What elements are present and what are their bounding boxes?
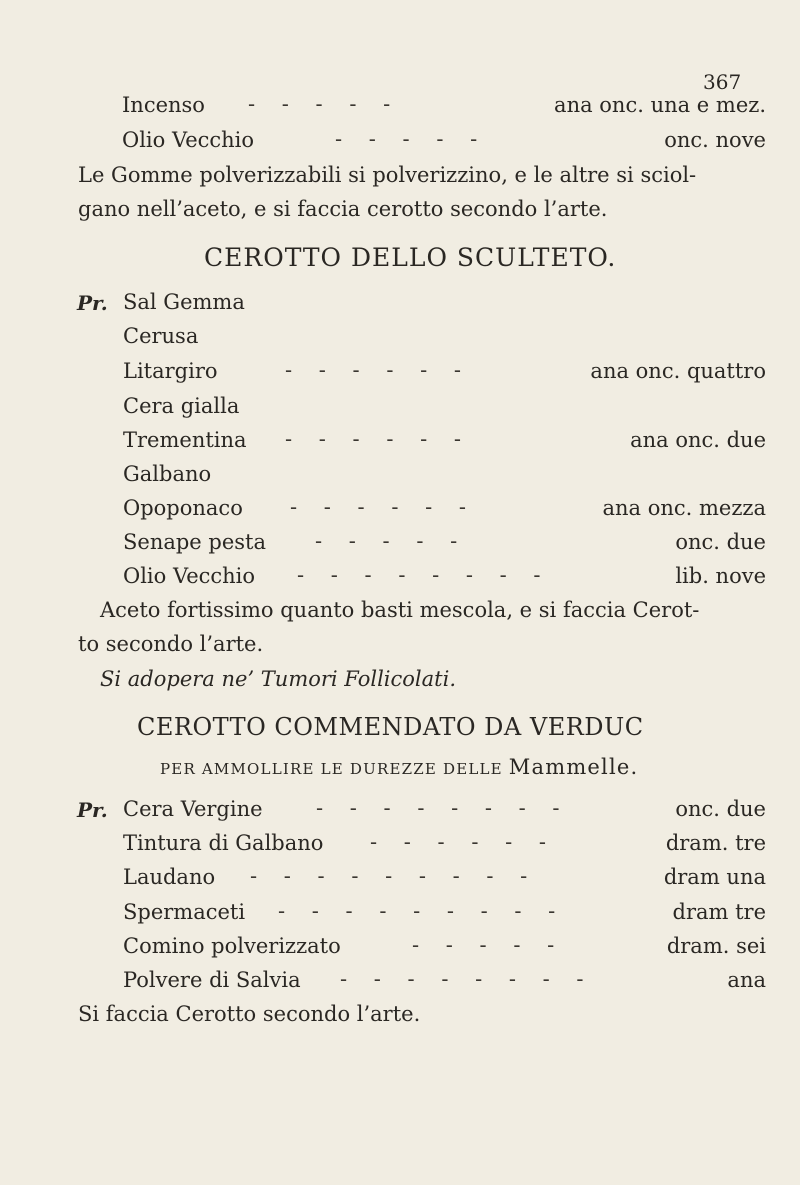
ingredient-name: Cera Vergine (123, 797, 263, 821)
subtitle-text: PER AMMOLLIRE LE DUREZZE DELLE (160, 760, 503, 778)
ingredient-name: Litargiro (123, 359, 218, 383)
leader-dashes: - - - - - - (285, 427, 471, 451)
ingredient-name: Polvere di Salvia (123, 968, 301, 992)
ingredient-name: Olio Vecchio (123, 564, 256, 588)
ingredient-amount: onc. nove (664, 128, 766, 152)
ingredient-name: Cera gialla (123, 394, 240, 418)
section-title: CEROTTO DELLO SCULTETO. (204, 243, 617, 272)
paragraph-line: Si faccia Cerotto secondo l’arte. (78, 1002, 421, 1026)
leader-dashes: - - - - - - (290, 495, 476, 519)
prescription-label: Pr. (77, 798, 108, 822)
leader-dashes: - - - - - - - - (297, 563, 551, 587)
ingredient-name: Comino polverizzato (123, 934, 341, 958)
section-subtitle (160, 755, 638, 779)
page-number: 367 (703, 70, 742, 94)
ingredient-name: Trementina (123, 428, 247, 452)
paragraph-line: Le Gomme polverizzabili si polverizzino, e le altre si sciol- (78, 163, 697, 187)
ingredient-name: Olio Vecchio (122, 128, 255, 152)
ingredient-name: Opoponaco (123, 496, 243, 520)
leader-dashes: - - - - - (315, 529, 468, 553)
leader-dashes: - - - - - - (370, 830, 556, 854)
paragraph-line: Aceto fortissimo quanto basti mescola, e si faccia Cerot- (100, 598, 700, 622)
ingredient-name: Incenso (122, 93, 205, 117)
ingredient-name: Galbano (123, 462, 212, 486)
section-title: CEROTTO COMMENDATO DA VERDUC (137, 713, 644, 741)
paragraph-line: gano nell’aceto, e si faccia cerotto secondo l’arte. (78, 197, 608, 221)
leader-dashes: - - - - - (248, 92, 401, 116)
ingredient-amount: ana onc. due (630, 428, 766, 452)
ingredient-amount: ana onc. quattro (590, 359, 766, 383)
leader-dashes: - - - - - (335, 127, 488, 151)
ingredient-name: Spermaceti (123, 900, 246, 924)
ingredient-amount: ana onc. una e mez. (554, 93, 766, 117)
ingredient-name: Cerusa (123, 324, 199, 348)
leader-dashes: - - - - - - - - - (250, 864, 538, 888)
paragraph-line: to secondo l’arte. (78, 632, 264, 656)
leader-dashes: - - - - - - (285, 358, 471, 382)
leader-dashes: - - - - - - - - - (278, 899, 566, 923)
ingredient-amount: onc. due (675, 797, 766, 821)
ingredient-amount: dram tre (672, 900, 766, 924)
ingredient-amount: ana onc. mezza (602, 496, 766, 520)
usage-note: Si adopera ne’ Tumori Follicolati. (100, 667, 456, 691)
ingredient-amount: dram una (663, 865, 766, 889)
subtitle-emphasis: Mammelle. (508, 755, 639, 779)
ingredient-amount: lib. nove (675, 564, 766, 588)
ingredient-name: Tintura di Galbano (123, 831, 324, 855)
leader-dashes: - - - - - - - - (340, 967, 594, 991)
ingredient-amount: onc. due (675, 530, 766, 554)
ingredient-name: Senape pesta (123, 530, 267, 554)
ingredient-name: Laudano (123, 865, 216, 889)
ingredient-name: Sal Gemma (123, 290, 245, 314)
ingredient-amount: dram. sei (666, 934, 766, 958)
leader-dashes: - - - - - - - - (316, 796, 570, 820)
ingredient-amount: dram. tre (665, 831, 766, 855)
prescription-label: Pr. (77, 291, 108, 315)
ingredient-amount: ana (727, 968, 766, 992)
leader-dashes: - - - - - (412, 933, 565, 957)
